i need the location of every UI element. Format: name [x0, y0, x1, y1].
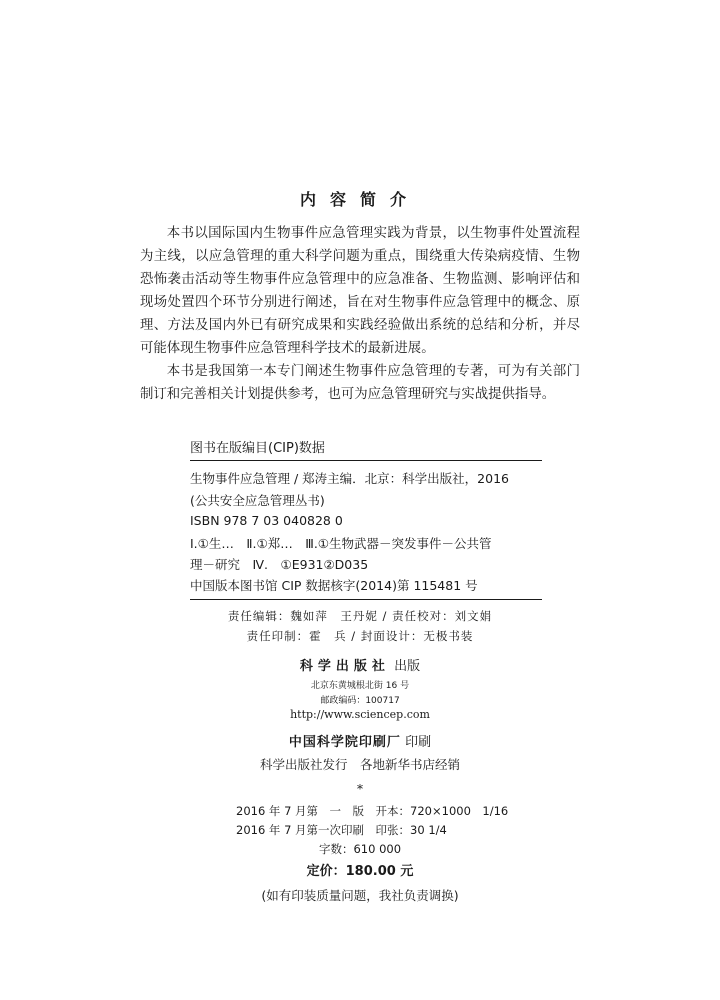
cip-title-line: 生物事件应急管理 / 郑涛主编．北京：科学出版社，2016: [190, 471, 509, 486]
cip-record-number-line: 中国版本图书馆 CIP 数据核字(2014)第 115481 号: [190, 578, 478, 593]
summary-title: 内容简介: [299, 190, 420, 209]
cip-record: [190, 460, 542, 600]
publisher-name: 科学出版社: [299, 659, 390, 674]
publisher-suffix: 出版: [394, 659, 421, 674]
publisher-line: [0, 655, 720, 674]
printer-suffix: 印刷: [405, 735, 432, 750]
cip-series-line: (公共安全应急管理丛书): [190, 493, 325, 508]
edition-line: 2016 年 7 月第 一 版 开本：720×1000 1/16: [236, 804, 509, 818]
summary-body: [140, 222, 580, 406]
cip-isbn-line: ISBN 978 7 03 040828 0: [190, 513, 343, 528]
staff-credit-line: 责任印制：霍 兵 / 封面设计：无极书装: [246, 629, 474, 643]
distribution-line: 科学出版社发行 各地新华书店经销: [259, 757, 460, 772]
printing-line: 2016 年 7 月第一次印刷 印张：30 1/4: [236, 823, 447, 837]
quality-notice: (如有印装质量问题，我社负责调换): [261, 888, 459, 903]
cip-subject-line: Ⅰ.①生… Ⅱ.①郑… Ⅲ.①生物武器－突发事件－公共管: [190, 536, 492, 551]
publisher-url: http://www.sciencep.com: [290, 708, 430, 721]
publisher-address: 北京东黄城根北街 16 号: [310, 681, 410, 691]
separator-star: *: [357, 782, 363, 796]
publisher-postcode: 邮政编码：100717: [320, 696, 400, 706]
cip-classification-line: 理－研究 Ⅳ. ①E931②D035: [190, 557, 369, 572]
staff-credit-line: 责任编辑：魏如萍 王丹妮 / 责任校对：刘文娟: [227, 609, 493, 623]
word-count-line: 字数：610 000: [318, 842, 402, 856]
cip-header: 图书在版编目(CIP)数据: [190, 441, 325, 456]
printer-line: [0, 731, 720, 750]
summary-paragraph: 本书以国际国内生物事件应急管理实践为背景，以生物事件处置流程为主线，以应急管理的重大科学问题为重点，围绕重大传染病疫情、生物恐怖袭击活动等生物事件应急管理中的应急准备、生物监测、影响评估和现场处置四个环节分别进行阐述，旨在对生物事件应急管理中的概念、原理、方法及国内外已有研究成果和实践经验做出系统的总结和分析，并尽可能体现生物事件应急管理科学技术的最新进展。: [140, 226, 580, 356]
price-line: 定价：180.00 元: [306, 864, 414, 879]
summary-paragraph: 本书是我国第一本专门阐述生物事件应急管理的专著，可为有关部门制订和完善相关计划提供参考，也可为应急管理研究与实战提供指导。: [140, 364, 580, 402]
printer-name: 中国科学院印刷厂: [288, 735, 401, 750]
